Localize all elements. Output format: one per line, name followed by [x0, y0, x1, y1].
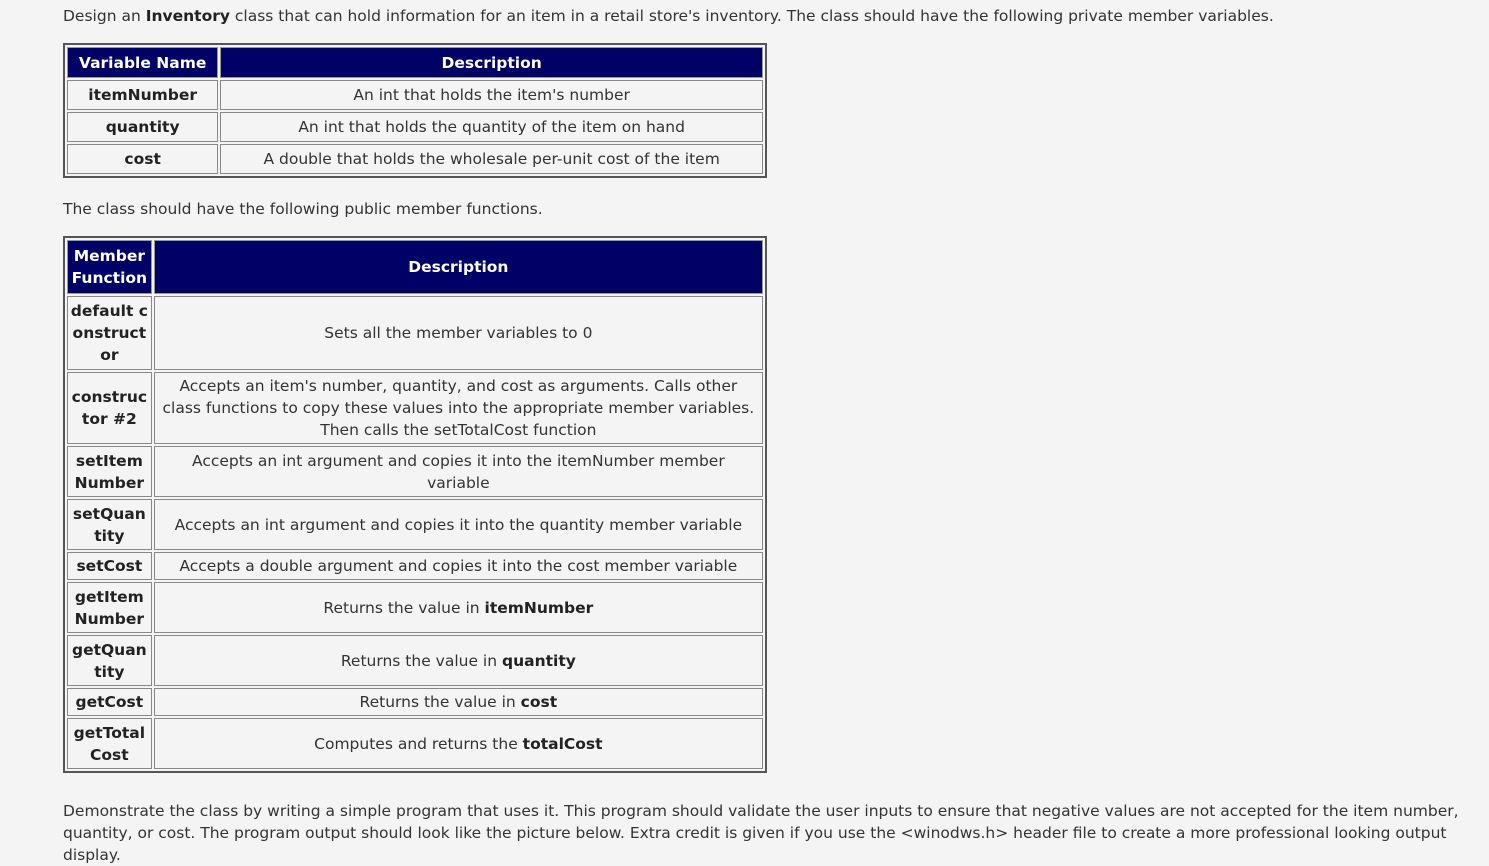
- function-name: getItemNumber: [67, 582, 152, 633]
- functions-intro-paragraph: The class should have the following public member functions.: [63, 200, 543, 218]
- header-variable-name: Variable Name: [67, 47, 218, 78]
- class-name: Inventory: [145, 7, 230, 25]
- function-name: setQuantity: [67, 499, 152, 550]
- intro-paragraph: Design an Inventory class that can hold information for an item in a retail store's inventory. The class should have the following private member variables.: [63, 7, 1274, 25]
- function-description: Accepts a double argument and copies it into the cost member variable: [154, 552, 763, 580]
- function-name: getQuantity: [67, 635, 152, 686]
- function-name: default constructor: [67, 296, 152, 370]
- function-description: Accepts an int argument and copies it into the itemNumber member variable: [154, 446, 763, 497]
- function-name: getTotalCost: [67, 718, 152, 769]
- variable-description: An int that holds the item's number: [220, 80, 763, 110]
- function-description: Returns the value in quantity: [154, 635, 763, 686]
- header-member-function: Member Function: [67, 240, 152, 294]
- table-row: [67, 296, 763, 370]
- header-description: Description: [154, 240, 763, 294]
- table-row: [67, 582, 763, 633]
- table-row: [67, 372, 763, 444]
- functions-table: [63, 236, 767, 773]
- function-description: Accepts an int argument and copies it into the quantity member variable: [154, 499, 763, 550]
- table-header-row: [67, 240, 763, 294]
- function-name: setCost: [67, 552, 152, 580]
- function-description: Returns the value in itemNumber: [154, 582, 763, 633]
- variable-description: An int that holds the quantity of the item on hand: [220, 112, 763, 142]
- function-description: Returns the value in cost: [154, 688, 763, 716]
- function-description: Accepts an item's number, quantity, and cost as arguments. Calls other class functions to copy these values into the appropriate member variables. Then calls the setTotalCost function: [154, 372, 763, 444]
- table-row: [67, 446, 763, 497]
- table-row: [67, 635, 763, 686]
- closing-paragraph: Demonstrate the class by writing a simple program that uses it. This program should validate the user inputs to ensure that negative values are not accepted for the item number, quantity, or cost. The program output should look like the picture below. Extra credit is given if you use the <winodws.h> header file to create a more professional looking output display.: [63, 802, 1459, 864]
- header-description: Description: [220, 47, 763, 78]
- function-name: constructor #2: [67, 372, 152, 444]
- function-name: setItemNumber: [67, 446, 152, 497]
- table-row: [67, 718, 763, 769]
- function-name: getCost: [67, 688, 152, 716]
- function-description: Sets all the member variables to 0: [154, 296, 763, 370]
- variable-name: quantity: [67, 112, 218, 142]
- table-row: [67, 80, 763, 110]
- table-row: [67, 112, 763, 142]
- variables-table: [63, 43, 767, 178]
- table-row: [67, 499, 763, 550]
- table-header-row: [67, 47, 763, 78]
- table-row: [67, 552, 763, 580]
- function-description: Computes and returns the totalCost: [154, 718, 763, 769]
- table-row: [67, 688, 763, 716]
- variable-description: A double that holds the wholesale per-unit cost of the item: [220, 144, 763, 174]
- variable-name: cost: [67, 144, 218, 174]
- table-row: [67, 144, 763, 174]
- variable-name: itemNumber: [67, 80, 218, 110]
